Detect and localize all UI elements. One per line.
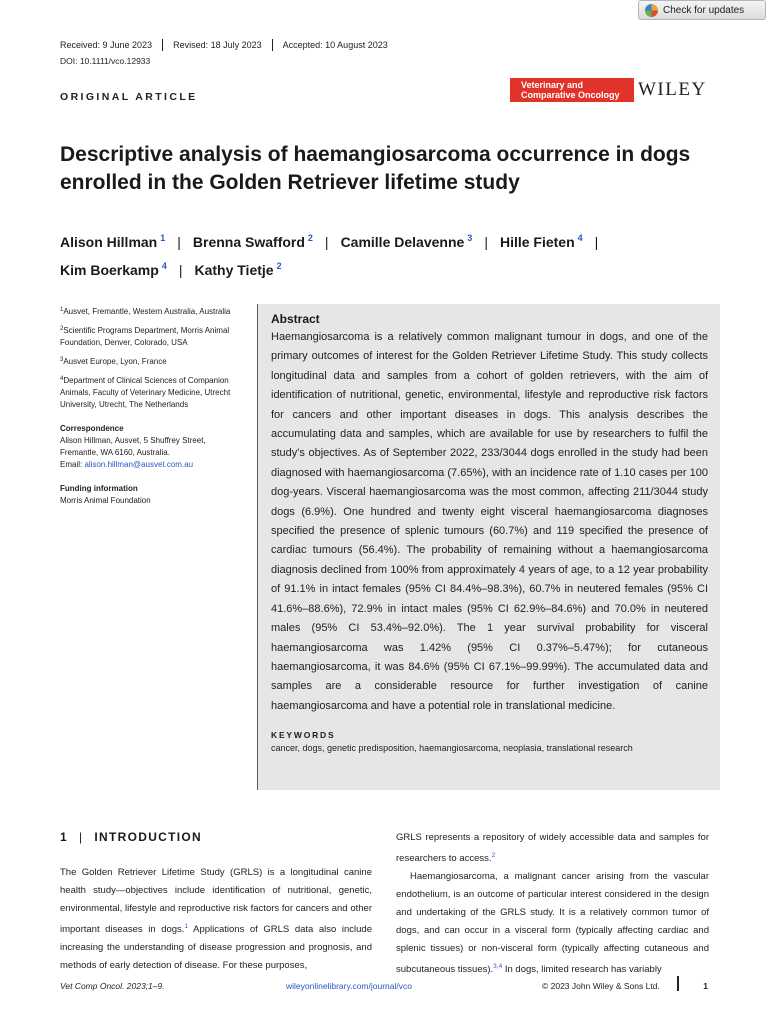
article-dates xyxy=(60,39,398,51)
journal-name-line1: Veterinary and xyxy=(521,80,584,90)
author-separator: | xyxy=(324,234,329,250)
body-paragraph: GRLS represents a repository of widely accessible data and samples for researchers to access.$^2$ xyxy=(396,832,709,864)
funding-text: Morris Animal Foundation xyxy=(60,496,151,505)
page-footer xyxy=(60,979,708,993)
author-name: Kim Boerkamp $^4$ xyxy=(60,261,167,278)
affiliation: $^3$Ausvet Europe, Lyon, France xyxy=(60,357,167,366)
affiliation-link[interactable]: 3 xyxy=(467,233,473,243)
author-separator: | xyxy=(594,234,599,250)
author-name: Alison Hillman $^1$ xyxy=(60,233,166,250)
affiliation: $^2$Scientific Programs Department, Morris Animal Foundation, Denver, Colorado, USA xyxy=(60,326,230,347)
crossmark-icon xyxy=(645,4,658,17)
abstract-text: Haemangiosarcoma is a relatively common malignant tumour in dogs, and one of the primary outcomes of interest for the Golden Retriever Lifetime Study. This study collects longitudinal data and samples from a cohort of golden retrievers, with the aim of identification of nutritional, genetic, environmental, lifestyle and reproductive risk factors for cancers and other important diseases in dogs. This analysis describes the accumulating data and samples, which are available for use by researchers to fulfil the study's objectives. As of September 2022, 233/3044 dogs enrolled in the study had been diagnosed with haemangiosarcoma (7.65%), with an incidence rate of 1.10 cases per 100 dog-years. Visceral haemangiosarcoma was the most common, affecting 211/3044 study dogs (6.9%). One hundred and twenty eight visceral haemangiosarcoma diagnoses specified the presence of splenic tumours (60.7%) and 119 specified the presence of cardiac tumours (56.4%). The probability of remaining without a haemangiosarcoma diagnosis declined from 100% from approximately 4 years of age, to a 12 year probability of 91.1% in intact females (95% CI 84.4%–98.3%), 60.7% in neutered females (95% CI 41.6%–88.6%), 72.9% in intact males (95% CI 62.9%–84.6%) and 70.0% in neutered males (95% CI 53.4%–92.0%). The 1 year survival probability for visceral haemangiosarcoma was 1.42% (95% CI 0.37%–5.47%); for cutaneous haemangiosarcoma, it was 84.6% (95% CI 67.1%–99.99%). The accumulated data and samples are a considerable resource for further investigation of canine haemangiosarcoma and have a potential role in translational medicine. xyxy=(271,331,708,712)
footer-divider xyxy=(677,976,679,991)
keywords-heading: KEYWORDS xyxy=(271,730,336,741)
body-paragraph: The Golden Retriever Lifetime Study (GRLS) is a longitudinal canine health study—objectives include identification of nutritional, genetic, environmental, lifestyle and reproductive risk factors for cancers and other important diseases in dogs.$^1$ Applications of GRLS data also include increasing the understanding of disease progression and prognosis, and methods of early detection of disease. For these purposes, xyxy=(60,867,372,971)
author-name: Camille Delavenne $^3$ xyxy=(340,233,473,250)
copyright: © 2023 John Wiley & Sons Ltd. xyxy=(542,981,660,991)
funding-heading: Funding information xyxy=(60,484,138,493)
author-separator: | xyxy=(484,234,488,250)
author-list xyxy=(60,226,720,282)
accepted-date: Accepted: 10 August 2023 xyxy=(272,39,398,51)
journal-logo-text xyxy=(517,78,634,102)
affiliation-link[interactable]: 4 xyxy=(577,233,583,243)
article-sidebar xyxy=(60,304,240,507)
author-name: Brenna Swafford $^2$ xyxy=(192,233,313,250)
affiliation: $^4$Department of Clinical Sciences of Companion Animals, Faculty of Veterinary Medicine, Utrecht University, Utrecht, The Netherlands xyxy=(60,376,231,409)
correspondence-email-line: Email: alison.hillman@ausvet.com.au xyxy=(60,460,194,469)
doi: DOI: 10.1111/vco.12933 xyxy=(60,56,151,66)
author-separator: | xyxy=(178,262,183,278)
check-for-updates-button[interactable] xyxy=(638,0,766,20)
article-type: ORIGINAL ARTICLE xyxy=(60,91,198,103)
affiliation: $^1$Ausvet, Fremantle, Western Australia, Australia xyxy=(60,307,231,316)
journal-url-link[interactable]: wileyonlinelibrary.com/journal/vco xyxy=(286,981,412,991)
abstract-heading: Abstract xyxy=(271,312,320,326)
publisher-logo: WILEY xyxy=(638,79,707,100)
correspondence-heading: Correspondence xyxy=(60,424,124,433)
body-column-left xyxy=(60,864,372,975)
check-for-updates-label: Check for updates xyxy=(663,4,745,16)
received-date: Received: 9 June 2023 xyxy=(60,40,153,50)
article-title: Descriptive analysis of haemangiosarcoma occurrence in dogs enrolled in the Golden Retriever lifetime study xyxy=(60,143,691,194)
author-separator: | xyxy=(177,234,181,250)
citation-link[interactable]: 2 xyxy=(491,852,496,859)
journal-name-line2: Comparative Oncology xyxy=(521,90,620,100)
body-column-right xyxy=(396,829,709,979)
author-name: Kathy Tietje $^2$ xyxy=(194,261,282,278)
affiliation-link[interactable]: 2 xyxy=(307,233,313,243)
author-name: Hille Fieten $^4$ xyxy=(499,233,583,250)
correspondence-address: Alison Hillman, Ausvet, 5 Shuffrey Street, Fremantle, WA 6160, Australia. xyxy=(60,436,206,457)
page-number: 1 xyxy=(703,981,708,991)
journal-logo xyxy=(510,78,634,102)
section-heading-introduction: 1 | INTRODUCTION xyxy=(60,830,202,844)
citation-link[interactable]: 3,4 xyxy=(493,963,503,970)
body-paragraph: Haemangiosarcoma, a malignant cancer arising from the vascular endothelium, is an outcome of particular interest considered in the design and undertaking of the GRLS study. It is a relatively common tumor of dogs, and can occur in a visceral form (typically affecting cardiac and splenic tissues) or non-visceral form (typically affecting cutaneous and subcutaneous tissues).$^{3,4}$ In dogs, limited research has variably xyxy=(396,871,709,975)
revised-date: Revised: 18 July 2023 xyxy=(162,39,272,51)
citation-link[interactable]: 1 xyxy=(184,923,189,930)
email-link[interactable]: alison.hillman@ausvet.com.au xyxy=(84,460,194,469)
journal-citation: Vet Comp Oncol. 2023;1–9. xyxy=(60,981,165,991)
affiliation-link[interactable]: 1 xyxy=(160,233,166,243)
journal-logo-stripe xyxy=(510,78,517,102)
affiliation-link[interactable]: 4 xyxy=(161,261,167,271)
keywords-text: cancer, dogs, genetic predisposition, haemangiosarcoma, neoplasia, translational research xyxy=(271,743,633,754)
abstract-box xyxy=(257,304,720,790)
affiliation-link[interactable]: 2 xyxy=(276,261,282,271)
